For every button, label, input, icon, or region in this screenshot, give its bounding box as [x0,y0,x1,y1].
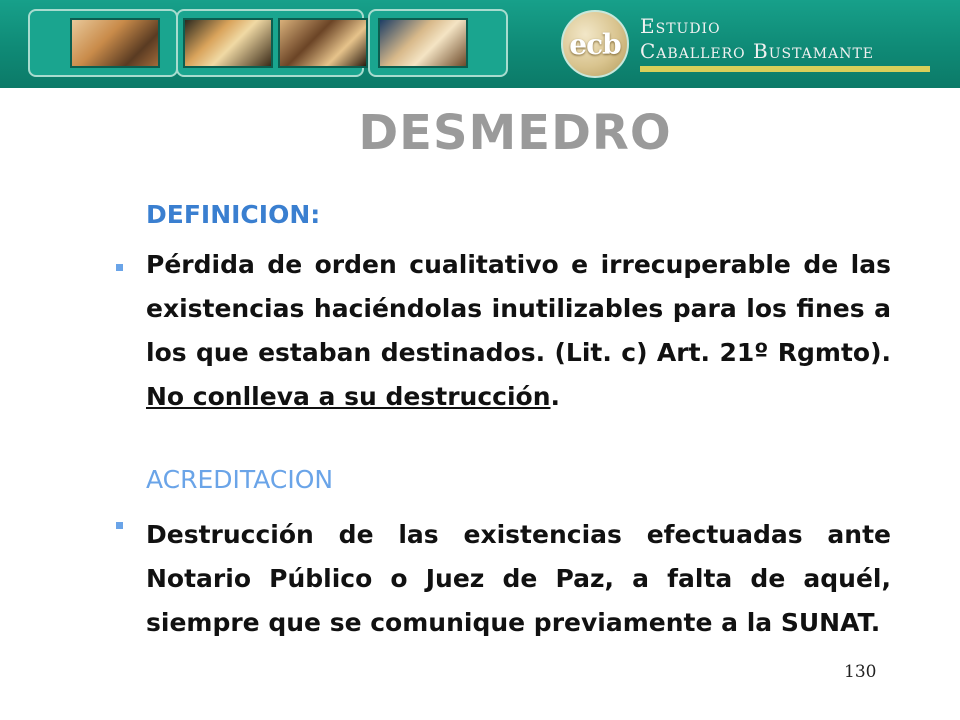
definition-paragraph [146,243,891,419]
accreditation-heading: ACREDITACION [146,465,334,494]
brand-name [640,14,874,64]
slide-title: DESMEDRO [358,105,672,161]
bullet-icon [114,262,126,274]
brand-underline-bar [640,66,930,72]
ecb-logo [561,10,629,78]
header-photo [378,18,468,68]
header-photo [70,18,160,68]
header-photo [183,18,273,68]
accreditation-paragraph: Destrucción de las existencias efectuadas ante Notario Público o Juez de Paz, a falta de aquél, siempre que se comunique previamente a la SUNAT. [146,520,891,637]
definition-heading: DEFINICION: [146,200,321,229]
definition-tail: . [550,382,561,411]
brand-line-2: Caballero Bustamante [640,39,875,63]
page-number: 130 [844,662,877,682]
header-photo [278,18,368,68]
definition-underlined-text: No conlleva a su destrucción [146,382,551,411]
logo-text: ecb [569,27,621,61]
brand-line-1: Estudio [640,14,721,38]
bullet-icon [114,520,126,532]
header-banner [0,0,960,88]
definition-text: Pérdida de orden cualitativo e irrecuperable de las existencias haciéndolas inutilizables para los fines a los que estaban destinados. (Lit. c) Art. 21º Rgmto). [146,250,891,367]
